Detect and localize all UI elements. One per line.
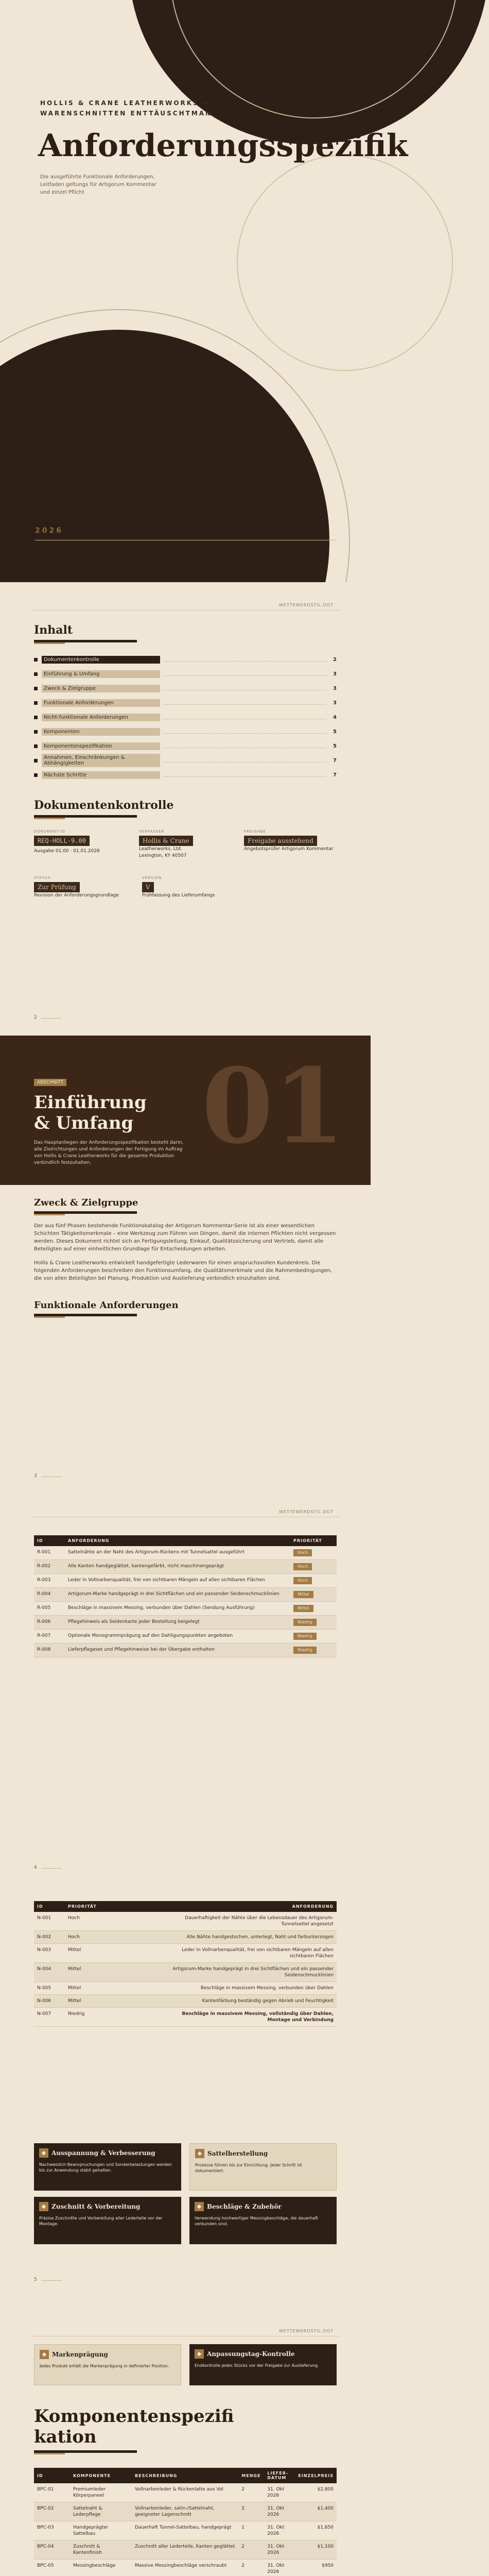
leader-dots — [163, 758, 326, 762]
doc-status-grid — [34, 876, 337, 899]
table-row — [34, 2502, 337, 2521]
table-row — [34, 1574, 337, 1588]
column-header: MENGE — [238, 2468, 264, 2483]
comp-desc: Dauerhaft Tunnel-Sattelbau, handgeprägt — [132, 2521, 238, 2540]
version-label: VERSION — [142, 876, 162, 880]
comp-desc: Zuschnitt aller Lederteile, Kanten geglättet — [132, 2540, 238, 2560]
comp-price: $1,650 — [295, 2521, 337, 2540]
version-badge: V — [142, 882, 154, 892]
bullet-square-icon — [34, 759, 38, 762]
doc-id-block — [34, 829, 127, 859]
table-row — [34, 1616, 337, 1630]
cover-kicker — [40, 98, 212, 118]
toc-item-page: 3 — [333, 671, 337, 677]
bullet-square-icon — [34, 744, 38, 748]
bullet-square-icon — [34, 672, 38, 676]
bullet-square-icon — [34, 687, 38, 690]
status-text: Revision der Anforderungsgrundlage — [34, 893, 119, 898]
card-desc: Verwendung hochwertiger Messingbeschläge, die dauerhaft verbunden sind. — [195, 2216, 318, 2226]
card-desc: Prozesse führen bis zur Einrichtung. Jeder Schritt ist dokumentiert. — [195, 2163, 302, 2173]
priority-badge: Hoch — [293, 1549, 312, 1556]
priority-badge: Hoch — [293, 1563, 312, 1570]
nf-text: Kantenfärbung beständig gegen Abrieb und Feuchtigkeit — [168, 1995, 337, 2008]
toc-item[interactable] — [34, 768, 337, 782]
nf-id: N-004 — [34, 1963, 65, 1982]
column-header: KOMPONENTE — [70, 2468, 132, 2483]
cover-decoration-ring — [237, 155, 453, 371]
column-header: ID — [34, 1901, 65, 1912]
divider — [41, 1868, 62, 1869]
toc-item[interactable] — [34, 652, 337, 667]
requirements-page — [0, 1494, 371, 1886]
diamond-icon: ◆ — [40, 2350, 49, 2359]
comp-id: BPC-01 — [34, 2483, 70, 2502]
requirements-table — [34, 1535, 337, 1657]
toc-heading-block — [34, 623, 137, 642]
purpose-paragraph: Hollis & Crane Leatherworks entwickelt handgefertigte Lederwaren für einen anspruchsvollen Kundenkreis. Die folgenden Anforderungen beschreiben den Funktionsumfang, die Qualitätsmerkmale und die Rahmenbedingungen, die von allen Beteiligten bei Planung, Produktion und Auslieferung verbindlich einzuhalten sind. — [34, 1260, 332, 1281]
running-head: WETTEWERDSTIL.DOT — [278, 1510, 334, 1514]
comp-name: Sattelnaht & Lederpflege — [70, 2502, 132, 2521]
toc-item[interactable] — [34, 681, 337, 696]
section-title — [34, 1092, 147, 1133]
cover-year: 2026 — [35, 527, 63, 535]
comp-price: $2,800 — [295, 2483, 337, 2502]
cover-subtitle: Die ausgeführte Funktionale Anforderungen, Leitfaden geltungs für Artigorum Kommentar und einzel Pflicht — [40, 174, 156, 195]
status-badge: Zur Prüfung — [34, 882, 80, 892]
toc-item-label: Komponenten — [42, 728, 160, 736]
owner-text: Leatherworks, Ltd. — [139, 846, 182, 852]
card-title: Markenprägung — [52, 2351, 108, 2358]
heading-bar — [34, 2450, 137, 2453]
version-block — [142, 876, 235, 899]
heading-bar — [34, 1211, 137, 1214]
column-header: BESCHREIBUNG — [132, 2468, 238, 2483]
table-row — [34, 1912, 337, 1931]
nf-id: N-001 — [34, 1912, 65, 1931]
owner-location: Lexington, KY 40507 — [139, 853, 187, 858]
toc-item-label: Annahmen, Einschränkungen & Abhängigkeiten — [42, 754, 160, 767]
feature-card — [189, 2143, 337, 2191]
table-row — [34, 1931, 337, 1944]
running-head: WETTEWERDSTIL.DOT — [278, 2329, 334, 2333]
nf-text: Artigorum-Marke handgeprägt in drei Sichtflächen und ein passender Seidenschmucklinien — [168, 1963, 337, 1982]
comp-date: 31. Okt 2026 — [264, 2502, 295, 2521]
column-header: ANFORDERUNG — [168, 1901, 337, 1912]
req-id: R-002 — [34, 1560, 65, 1574]
table-row — [34, 1982, 337, 1995]
comp-desc: Massive Messingbeschläge verschraubt — [132, 2560, 238, 2576]
req-text: Artigorum-Marke handgeprägt in drei Sichtflächen und ein passender Seidenschmucklinien — [65, 1588, 290, 1602]
nf-priority: Mittel — [65, 1963, 168, 1982]
comp-id: BPC-02 — [34, 2502, 70, 2521]
toc-item-page: 3 — [333, 685, 337, 691]
purpose-paragraph: Der aus fünf Phasen bestehende Funktionskatalog der Artigorum Kommentar-Serie ist als einer wesentlichen Schichten Tätigkeitsmerkmale – eine Werkzeug zum Führen von Dingen, damit die internen Pflichten nicht vergessen werden. Dieses Dokument richtet sich an Fertigungsleitung, Einkauf, Qualitätssicherung und Vertrieb, damit alle Beteiligten auf einer einheitlichen Grundlage für Entscheidungen arbeiten. — [34, 1223, 336, 1252]
table-row — [34, 2540, 337, 2560]
nf-id: N-007 — [34, 2008, 65, 2027]
table-row — [34, 1963, 337, 1982]
functional-heading: Funktionale Anforderungen — [34, 1300, 179, 1311]
nf-text: Beschläge in massivem Messing, verbunden über Dahlen — [168, 1982, 337, 1995]
heading-bar — [34, 1314, 137, 1316]
comp-date: 31. Okt 2026 — [264, 2521, 295, 2540]
table-row — [34, 1630, 337, 1643]
cover-kicker-line: WARENSCHNITTEN ENTTÄUSCHTMAN — [40, 110, 213, 117]
table-header-row — [34, 1535, 337, 1546]
req-id: R-005 — [34, 1602, 65, 1616]
column-header: PRIORITÄT — [290, 1535, 337, 1546]
table-row — [34, 1944, 337, 1963]
page-number: 2 — [34, 1015, 37, 1020]
approval-label: FREIGABE — [244, 829, 266, 834]
card-desc: Präzise Zuschnitte und Vorbereitung aller Lederteile vor der Montage. — [39, 2216, 163, 2226]
section-hero — [0, 1036, 371, 1185]
comp-price: $950 — [295, 2560, 337, 2576]
card-title: Zuschnitt & Vorbereitung — [51, 2203, 141, 2210]
toc-item-page: 7 — [333, 757, 337, 764]
req-text: Leder in Vollnarbenqualität, frei von sichtbaren Mängeln auf allen sichtbaren Flächen — [65, 1574, 290, 1588]
priority-badge: Niedrig — [293, 1633, 317, 1640]
toc-item-page: 5 — [333, 728, 337, 735]
page-number: 3 — [34, 1473, 37, 1479]
table-row — [34, 2521, 337, 2540]
nf-priority: Mittel — [65, 1995, 168, 2008]
purpose-heading: Zweck & Zielgruppe — [34, 1197, 138, 1208]
nf-id: N-003 — [34, 1944, 65, 1963]
toc-item-label: Zweck & Zielgruppe — [42, 685, 160, 692]
toc-heading: Inhalt — [34, 623, 73, 637]
toc-item-label: Funktionale Anforderungen — [42, 699, 160, 707]
req-text: Lieferpflegeset und Pflegehinweise bei der Übergabe enthalten — [65, 1643, 290, 1657]
doc-meta: Ausgabe 01.00 · 01.01.2026 — [34, 849, 100, 854]
bullet-square-icon — [34, 701, 38, 705]
components-heading-line: kation — [34, 2427, 97, 2447]
page-number: 5 — [34, 2277, 37, 2282]
req-id: R-007 — [34, 1630, 65, 1643]
components-page — [0, 2401, 371, 2576]
components-heading-line: Komponentenspezifi — [34, 2406, 234, 2427]
toc-item-page: 3 — [333, 700, 337, 706]
nf-text: Leder in Vollnarbenqualität, frei von sichtbaren Mängeln auf allen sichtbaren Flächen — [168, 1944, 337, 1963]
comp-desc: Vollnarbenleder, satin-/Sattelnaht, geeigneter Lagenschnitt — [132, 2502, 238, 2521]
section-tag: ABSCHNITT — [34, 1079, 66, 1086]
toc-item-label: Einführung & Umfang — [42, 670, 160, 678]
req-text: Alle Kanten handgeglättet, kantengefärbt, nicht maschinengeprägt — [65, 1560, 290, 1574]
comp-price: $1,400 — [295, 2502, 337, 2521]
feature-card — [34, 2143, 181, 2191]
feature-card — [189, 2344, 337, 2385]
comp-qty: 2 — [238, 2483, 264, 2502]
diamond-icon: ◆ — [195, 2202, 204, 2211]
leader-dots — [163, 773, 326, 777]
priority-badge: Mittel — [293, 1605, 313, 1612]
approval-block — [244, 829, 337, 859]
doc-control-heading-block — [34, 799, 173, 818]
table-header-row — [34, 1901, 337, 1912]
bullet-square-icon — [34, 658, 38, 662]
toc-item[interactable] — [34, 710, 337, 724]
status-block — [34, 876, 127, 899]
table-row — [34, 1995, 337, 2008]
comp-qty: 1 — [238, 2521, 264, 2540]
bullet-square-icon — [34, 716, 38, 719]
comp-id: BPC-04 — [34, 2540, 70, 2560]
comp-name: Premiumleder Körperpaneel — [70, 2483, 132, 2502]
doc-control-heading: Dokumentenkontrolle — [34, 799, 174, 812]
diamond-icon: ◆ — [195, 2149, 204, 2158]
cover-title: Anforderungsspezifik — [38, 128, 408, 164]
table-row — [34, 1546, 337, 1560]
table-row — [34, 1602, 337, 1616]
diamond-icon: ◆ — [39, 2148, 48, 2158]
nf-id: N-006 — [34, 1995, 65, 2008]
toc-page — [0, 582, 371, 1036]
toc-item[interactable] — [34, 696, 337, 710]
nonfunctional-page — [0, 1886, 371, 2401]
leader-dots — [163, 701, 326, 705]
intro-page — [0, 1185, 371, 1494]
comp-name: Messingbeschläge — [70, 2560, 132, 2576]
toc-item[interactable] — [34, 724, 337, 739]
toc-item-page: 2 — [333, 656, 337, 663]
doc-id-label: DOKUMENT-ID — [34, 829, 65, 834]
feature-card — [34, 2197, 181, 2244]
divider — [31, 610, 340, 611]
priority-badge: Niedrig — [293, 1647, 317, 1654]
approval-text: Angebotsprüfer Artigorum Kommentar — [244, 846, 334, 852]
nf-priority: Niedrig — [65, 2008, 168, 2027]
comp-name: Zuschnitt & Kantenfinish — [70, 2540, 132, 2560]
nf-text: Dauerhaftigkeit der Nähte über die Lebensdauer des Artigorum-Tunnelsattel angesetzt — [168, 1912, 337, 1931]
components-heading-block — [34, 2406, 234, 2453]
nf-text: Beschläge in massivem Messing, vollständig über Dahlen, Montage und Verbindung — [168, 2008, 337, 2027]
nf-priority: Hoch — [65, 1912, 168, 1931]
comp-qty: 2 — [238, 2560, 264, 2576]
comp-date: 31. Okt 2026 — [264, 2540, 295, 2560]
leader-dots — [163, 744, 326, 748]
section-title-line: & Umfang — [34, 1113, 134, 1133]
toc-item-label: Komponentenspezifikation — [42, 742, 160, 750]
heading-bar — [34, 640, 137, 642]
req-text: Optionale Monogrammprägung auf den Dahligungspunkten angeboten — [65, 1630, 290, 1643]
table-row — [34, 1560, 337, 1574]
comp-date: 31. Okt 2026 — [264, 2483, 295, 2502]
owner-label: VERFASSER — [139, 829, 165, 834]
req-id: R-006 — [34, 1616, 65, 1630]
comp-desc: Vollnarbenleder & Rückenlatte aus Vol — [132, 2483, 238, 2502]
table-row — [34, 2483, 337, 2502]
doc-control-grid — [34, 829, 337, 859]
column-header: EINZELPREIS — [295, 2468, 337, 2483]
comp-id: BPC-05 — [34, 2560, 70, 2576]
table-header-row — [34, 2468, 337, 2483]
status-label: STATUS — [34, 876, 51, 880]
req-text: Sattelnähte an der Naht des Artigorum-Rückens mit Tunnelsattel ausgeführt — [65, 1546, 290, 1560]
toc-item-page: 7 — [333, 772, 337, 778]
toc-item[interactable] — [34, 739, 337, 753]
cover-page — [0, 0, 408, 582]
toc-list — [34, 652, 337, 782]
leader-dots — [163, 686, 326, 690]
leader-dots — [163, 730, 326, 734]
nf-priority: Mittel — [65, 1982, 168, 1995]
card-title: Anpassungstag-Kontrolle — [207, 2350, 295, 2358]
diamond-icon: ◆ — [195, 2349, 204, 2359]
column-header: LIEFER-DATUM — [264, 2468, 295, 2483]
purpose-block — [34, 1197, 337, 1316]
running-head: WETTEWERDSTIL.DOT — [278, 603, 334, 607]
leader-dots — [163, 657, 326, 662]
column-header: PRIORITÄT — [65, 1901, 168, 1912]
feature-card — [34, 2344, 181, 2385]
version-text: Frühfassung des Lieferumfangs — [142, 893, 215, 898]
comp-qty: 2 — [238, 2540, 264, 2560]
card-title: Sattelherstellung — [207, 2150, 268, 2157]
diamond-icon: ◆ — [39, 2202, 48, 2211]
owner-badge: Hollis & Crane — [139, 836, 193, 846]
card-title: Beschläge & Zubehör — [207, 2203, 282, 2210]
toc-item-label: Dokumentenkontrolle — [42, 656, 160, 664]
divider — [41, 2280, 62, 2281]
req-text: Beschläge in massivem Messing, verbunden über Dahlen (Sendung Ausführung) — [65, 1602, 290, 1616]
card-desc: Nachweislich Beanspruchungen und Sonderbelastungen werden bis zur Anwendung stabil gehalten. — [39, 2162, 172, 2173]
table-row — [34, 2008, 337, 2027]
owner-block — [139, 829, 232, 859]
column-header: ID — [34, 1535, 65, 1546]
priority-badge: Mittel — [293, 1591, 313, 1598]
approval-badge: Freigabe ausstehend — [244, 836, 317, 846]
heading-bar — [34, 815, 137, 818]
feature-card — [189, 2197, 337, 2244]
card-desc: Jedes Produkt erhält die Markenprägung in definierter Position. — [40, 2364, 169, 2368]
components-table — [34, 2468, 337, 2576]
leader-dots — [163, 715, 326, 719]
table-row — [34, 1588, 337, 1602]
priority-badge: Niedrig — [293, 1619, 317, 1626]
column-header: ANFORDERUNG — [65, 1535, 290, 1546]
comp-id: BPC-03 — [34, 2521, 70, 2540]
req-id: R-001 — [34, 1546, 65, 1560]
nf-priority: Hoch — [65, 1931, 168, 1944]
comp-name: Handgeprägter Sattelbau — [70, 2521, 132, 2540]
toc-item[interactable] — [34, 667, 337, 681]
nf-priority: Mittel — [65, 1944, 168, 1963]
bullet-square-icon — [34, 730, 38, 734]
doc-id-badge: REQ-HOLL-9.00 — [34, 836, 90, 846]
cover-kicker-line: HOLLIS & CRANE LEATHERWORKS — — [40, 99, 211, 107]
req-text: Pflegehinweis als Seidenkarte jeder Bestellung beigelegt — [65, 1616, 290, 1630]
comp-qty: 2 — [238, 2502, 264, 2521]
toc-item[interactable] — [34, 753, 337, 768]
page-number: 4 — [34, 1865, 37, 1870]
components-heading — [34, 2406, 234, 2447]
card-desc: Endkontrolle jedes Stücks vor der Freigabe zur Auslieferung. — [195, 2363, 319, 2368]
nonfunctional-table — [34, 1901, 337, 2027]
leader-dots — [163, 672, 326, 676]
toc-item-label: Nächste Schritte — [42, 771, 160, 779]
toc-item-page: 4 — [333, 714, 337, 720]
req-id: R-008 — [34, 1643, 65, 1657]
toc-item-label: Nicht-funktionale Anforderungen — [42, 714, 160, 721]
bullet-square-icon — [34, 773, 38, 777]
req-id: R-003 — [34, 1574, 65, 1588]
section-number: 01 — [201, 1046, 345, 1167]
card-title: Ausspannung & Verbesserung — [51, 2149, 155, 2157]
section-intro-text: Das Hauptanliegen der Anforderungsspezifikation besteht darin, alle Zielrichtungen und Anforderungen der Fertigung im Auftrag von Hollis & Crane Leatherworks für die gesamte Produktion verbindlich festzuhalten. — [34, 1140, 184, 1165]
column-header: ID — [34, 2468, 70, 2483]
comp-date: 31. Okt 2026 — [264, 2560, 295, 2576]
req-id: R-004 — [34, 1588, 65, 1602]
table-row — [34, 1643, 337, 1657]
priority-badge: Hoch — [293, 1577, 312, 1584]
nf-id: N-002 — [34, 1931, 65, 1944]
section-title-line: Einführung — [34, 1092, 147, 1113]
table-row — [34, 2560, 337, 2576]
nf-id: N-005 — [34, 1982, 65, 1995]
toc-item-page: 5 — [333, 743, 337, 749]
divider — [41, 1018, 62, 1019]
nf-text: Alle Nähte handgestochen, unterlegt, Naht und farbunterzogen — [168, 1931, 337, 1944]
comp-price: $1,100 — [295, 2540, 337, 2560]
